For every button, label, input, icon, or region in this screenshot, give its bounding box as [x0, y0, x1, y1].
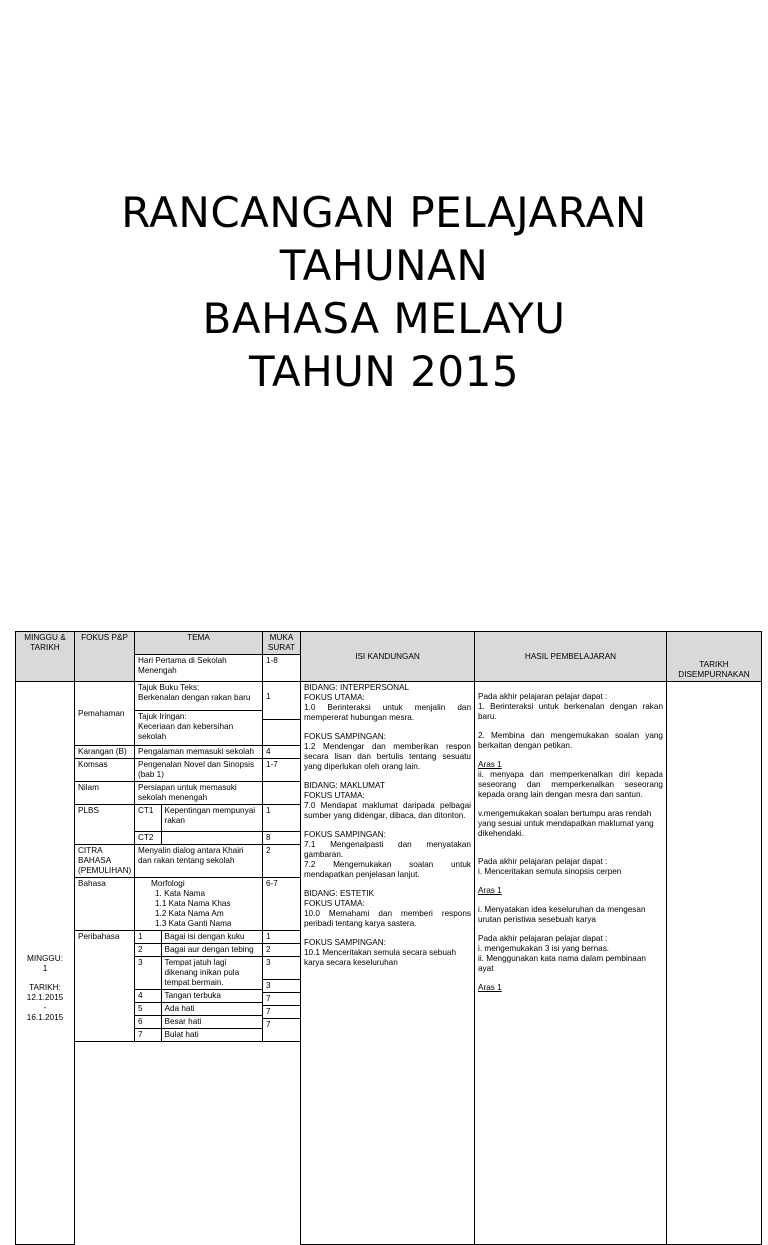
- bahasa-item: 1.3 Kata Ganti Nama: [155, 919, 232, 928]
- hasil-pembelajaran-cell: [475, 682, 667, 1245]
- isi-item: 7.1 Mengenalpasti dan menyatakan gambaran.: [304, 840, 471, 859]
- hasil-intro: Pada akhir pelajaran pelajar dapat :: [478, 934, 608, 943]
- fokus-komsas: Komsas: [75, 759, 135, 782]
- ms-komsas: 1-7: [263, 759, 301, 782]
- header-muka-surat: MUKA SURAT: [263, 632, 301, 655]
- tema-plbs: [135, 805, 263, 845]
- isi-kandungan-cell: [301, 682, 475, 1245]
- isi-fokus-utama-3: FOKUS UTAMA:: [304, 899, 365, 908]
- peribahasa-text: Tangan terbuka: [161, 990, 262, 1003]
- peribahasa-ms: 7: [263, 1006, 300, 1019]
- peribahasa-ms: 7: [263, 993, 300, 1006]
- hasil-item: 2. Membina dan mengemukakan soalan yang berkaitan dengan petikan.: [478, 731, 663, 750]
- hasil-item: 1. Berinteraksi untuk berkenalan dengan rakan baru.: [478, 702, 663, 721]
- hasil-item: ii. menyapa dan memperkenalkan diri kepada seseorang dan memperkenalkan seseorang kepada orang lain dengan mesra dan santun.: [478, 770, 663, 799]
- title-line-2: TAHUNAN: [279, 241, 489, 290]
- isi-fokus-sampingan-3: FOKUS SAMPINGAN:: [304, 938, 386, 947]
- tarikh-end: 16.1.2015: [26, 1012, 64, 1022]
- hasil-item: v.mengemukakan soalan bertumpu aras rendah yang sesuai untuk mendapatkan maklumat yang dikehendaki.: [478, 809, 654, 838]
- hasil-item: i. Menyatakan idea keseluruhan da mengesan urutan peristiwa sesebuah karya: [478, 905, 646, 924]
- isi-fokus-sampingan-2: FOKUS SAMPINGAN:: [304, 830, 386, 839]
- ms-nilam: [263, 782, 301, 805]
- isi-item: 1.2 Mendengar dan memberikan respon secara lisan dan bertulis tentang sesuatu yang diperlukan oleh orang lain.: [304, 742, 471, 771]
- peribahasa-ms: 1: [263, 931, 300, 944]
- tema-citra: Menyalin dialog antara Khairi dan rakan tentang sekolah: [135, 845, 263, 878]
- peribahasa-ms: 3: [263, 957, 300, 980]
- bahasa-item: 1. Kata Nama: [155, 889, 206, 898]
- tarikh-dash: -: [43, 1002, 47, 1012]
- document-title: [0, 186, 768, 398]
- minggu-number: 1: [42, 963, 48, 973]
- hasil-item: ii. Menggunakan kata nama dalam pembinaan ayat: [478, 954, 646, 973]
- isi-fokus-sampingan-1: FOKUS SAMPINGAN:: [304, 732, 386, 741]
- minggu-label: MINGGU:: [27, 953, 63, 963]
- plbs-ct2-code: CT2: [135, 832, 161, 845]
- fokus-pemahaman: Pemahaman: [75, 682, 135, 746]
- fokus-citra: CITRA BAHASA (PEMULIHAN): [75, 845, 135, 878]
- hasil-aras: Aras 1: [478, 886, 502, 895]
- bahasa-item: 1.1 Kata Nama Khas: [155, 899, 231, 908]
- ms-bahasa: 6-7: [263, 878, 301, 931]
- tarikh-label: TARIKH:: [29, 982, 61, 992]
- peribahasa-text: Ada hati: [161, 1003, 262, 1016]
- peribahasa-no: 1: [135, 931, 161, 944]
- peribahasa-no: 3: [135, 957, 161, 990]
- peribahasa-ms-subtable: [263, 931, 300, 1031]
- isi-fokus-utama-2: FOKUS UTAMA:: [304, 791, 365, 800]
- tema-bahasa: [135, 878, 263, 931]
- table-row: [16, 682, 762, 746]
- plbs-ct1-code: CT1: [135, 805, 161, 832]
- peribahasa-no: 2: [135, 944, 161, 957]
- hasil-aras: Aras 1: [478, 760, 502, 769]
- peribahasa-text: Bagai isi dengan kuku: [161, 931, 262, 944]
- peribahasa-text: Bulat hati: [161, 1029, 262, 1042]
- peribahasa-no: 7: [135, 1029, 161, 1042]
- minggu-cell: [16, 682, 75, 1245]
- header-tema: TEMA: [135, 632, 263, 655]
- ms-citra: 2: [263, 845, 301, 878]
- fokus-plbs: PLBS: [75, 805, 135, 845]
- tarikh-disempurnakan-cell: [667, 682, 762, 1245]
- plbs-ct1-text: Kepentingan mempunyai rakan: [161, 805, 262, 832]
- peribahasa-text: Besar hati: [161, 1016, 262, 1029]
- plbs-ct2-text: [161, 832, 262, 845]
- fokus-peribahasa: Peribahasa: [75, 931, 135, 1042]
- title-line-3: BAHASA MELAYU: [202, 294, 566, 343]
- fokus-karangan: Karangan (B): [75, 746, 135, 759]
- peribahasa-no: 5: [135, 1003, 161, 1016]
- peribahasa-no: 4: [135, 990, 161, 1003]
- header-minggu: MINGGU & TARIKH: [16, 632, 75, 682]
- header-fokus: FOKUS P&P: [75, 632, 135, 682]
- header-hasil: HASIL PEMBELAJARAN: [475, 632, 667, 682]
- title-line-4: TAHUN 2015: [248, 347, 520, 396]
- tarikh-start: 12.1.2015: [26, 992, 64, 1002]
- fokus-nilam: Nilam: [75, 782, 135, 805]
- tema-pemahaman-text2: Keceriaan dan kebersihan sekolah: [138, 722, 234, 741]
- hasil-item: i. mengemukakan 3 isi yang bernas.: [478, 944, 610, 953]
- ms-karangan: 4: [263, 746, 301, 759]
- isi-item: 10.1 Menceritakan semula secara sebuah karya secara keseluruhan: [304, 948, 457, 967]
- header-tarikh: TARIKH DISEMPURNAKAN: [667, 632, 762, 682]
- header-isi: ISI KANDUNGAN: [301, 632, 475, 682]
- tema-pemahaman-title1: Tajuk Buku Teks:: [138, 683, 200, 692]
- hasil-intro: Pada akhir pelajaran pelajar dapat :: [478, 692, 608, 701]
- title-line-1: RANCANGAN PELAJARAN: [121, 188, 647, 237]
- isi-item: 7.2 Mengemukakan soalan untuk mendapatkan penjelasan lanjut.: [304, 860, 471, 879]
- plbs-subtable: [135, 805, 262, 844]
- isi-item: 10.0 Memahami dan memberi respons peribadi tentang karya sastera.: [304, 909, 471, 928]
- bahasa-item: 1.2 Kata Nama Am: [155, 909, 224, 918]
- isi-item: 1.0 Berinteraksi untuk menjalin dan mempererat hubungan mesra.: [304, 703, 471, 722]
- isi-bidang-1: BIDANG: INTERPERSONAL: [304, 683, 410, 692]
- fokus-bahasa: Bahasa: [75, 878, 135, 931]
- ms-plbs: 1 8: [263, 805, 301, 845]
- peribahasa-ms: 2: [263, 944, 300, 957]
- peribahasa-no: 6: [135, 1016, 161, 1029]
- tema-pemahaman-text1: Berkenalan dengan rakan baru: [138, 693, 251, 702]
- ms-pemahaman: 1: [263, 682, 301, 746]
- tema-pemahaman-title2: Tajuk Iringan:: [138, 712, 187, 721]
- ms-peribahasa: [263, 931, 301, 1042]
- tema-komsas: Pengenalan Novel dan Sinopsis (bab 1): [135, 759, 263, 782]
- lesson-plan-table: [15, 631, 762, 1245]
- isi-fokus-utama-1: FOKUS UTAMA:: [304, 693, 365, 702]
- header-ms-value: 1-8: [263, 655, 301, 682]
- peribahasa-text: Bagai aur dengan tebing: [161, 944, 262, 957]
- table-header-row: [16, 632, 762, 655]
- peribahasa-ms: 3: [263, 980, 300, 993]
- peribahasa-text: Tempat jatuh lagi dikenang inikan pula tempat bermain.: [161, 957, 262, 990]
- peribahasa-ms: 7: [266, 1020, 271, 1029]
- hasil-item: i. Menceritakan semula sinopsis cerpen: [478, 867, 622, 876]
- tema-nilam: Persiapan untuk memasuki sekolah menengah: [135, 782, 263, 805]
- bahasa-title: Morfologi: [151, 879, 185, 888]
- isi-item: 7.0 Mendapat maklumat daripada pelbagai sumber yang didengar, dibaca, dan ditonton.: [304, 801, 471, 820]
- isi-bidang-3: BIDANG: ESTETIK: [304, 889, 375, 898]
- hasil-intro: Pada akhir pelajaran pelajar dapat :: [478, 857, 608, 866]
- hasil-aras: Aras 1: [478, 983, 502, 992]
- isi-bidang-2: BIDANG: MAKLUMAT: [304, 781, 385, 790]
- tema-pemahaman: [135, 682, 263, 746]
- header-tema-value: Hari Pertama di Sekolah Menengah: [135, 655, 263, 682]
- tema-peribahasa: [135, 931, 263, 1042]
- peribahasa-subtable: [135, 931, 262, 1041]
- tema-karangan: Pengalaman memasuki sekolah: [135, 746, 263, 759]
